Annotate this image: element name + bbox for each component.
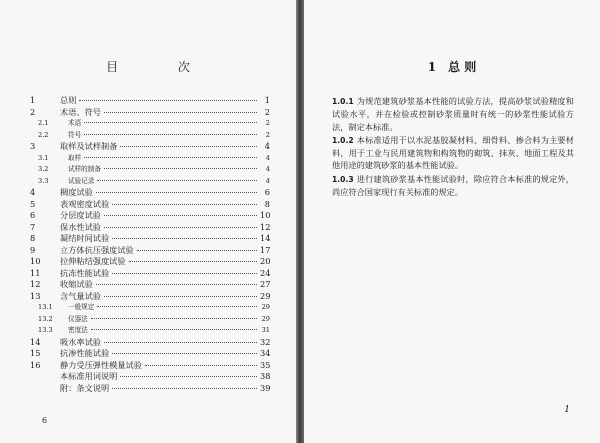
toc-entry	[30, 187, 270, 199]
toc-entry	[30, 279, 270, 291]
toc-entry	[30, 176, 270, 188]
toc-entry-number: 1	[30, 95, 36, 105]
clause-paragraph	[332, 173, 574, 199]
toc-entry-label: 试样的制备	[68, 165, 101, 173]
toc-entry-number: 8	[30, 233, 36, 243]
toc-entry-number: 3.3	[38, 176, 49, 185]
toc-dot-leader	[91, 318, 257, 319]
toc-entry-label: 表观密度试验	[60, 198, 110, 209]
chapter-clauses	[332, 95, 574, 199]
toc-dot-leader	[104, 215, 257, 216]
toc-entry-number: 13.1	[38, 303, 53, 311]
toc-dot-leader	[96, 192, 257, 193]
toc-entry-page: 29	[261, 314, 270, 323]
toc-entry	[30, 233, 270, 245]
toc-entry-label: 术语、符号	[60, 106, 101, 117]
chapter-name: 总 则	[448, 60, 477, 74]
toc-entry	[30, 164, 270, 176]
toc-entry-label: 符号	[68, 130, 82, 139]
toc-entry-label: 稠度试验	[60, 187, 93, 197]
toc-entry-number: 14	[30, 336, 41, 347]
toc-entry-label: 取样及试样制备	[60, 141, 118, 151]
toc-entry-page: 6	[264, 187, 270, 197]
chapter-title	[304, 58, 600, 75]
toc-entry-label: 本标准用词说明	[60, 371, 118, 381]
toc-entry-label: 收缩试验	[60, 279, 93, 289]
toc-dot-leader	[112, 204, 257, 205]
toc-entry-number: 9	[30, 244, 36, 255]
toc-entry-page: 17	[260, 244, 271, 255]
toc-dot-leader	[120, 376, 257, 377]
toc-entry-page: 1	[264, 95, 270, 105]
clause-text: 本标准适用于以水泥基胶凝材料、细骨料、掺合料为主要材料，用于工业与民用建筑物和构筑物的砌筑、抹灰、地面工程及其他用途的建筑砂浆的基本性能试验。	[332, 134, 574, 171]
toc-entry-page: 38	[260, 371, 271, 381]
toc-entry-label: 分层度试验	[60, 210, 101, 220]
toc-entry-label: 术语	[68, 119, 82, 127]
toc-entry-number: 15	[30, 348, 41, 358]
toc-entry-page: 31	[261, 326, 270, 334]
right-page	[304, 0, 600, 443]
toc-entry-label: 一般规定	[68, 303, 95, 311]
toc-entry-number: 7	[30, 221, 36, 232]
toc-entry-page: 24	[260, 267, 271, 278]
toc-entry-number: 3.1	[38, 153, 49, 162]
toc-entry	[30, 360, 270, 372]
toc-entry	[30, 95, 270, 107]
toc-entry-page: 27	[260, 279, 271, 289]
toc-entry-page: 4	[265, 176, 270, 185]
toc-entry	[30, 210, 270, 222]
toc-entry-page: 32	[260, 336, 271, 347]
toc-entry-label: 静力受压弹性模量试验	[60, 359, 142, 370]
toc-entry	[30, 256, 270, 268]
toc-entry-label: 仪器法	[68, 314, 88, 323]
toc-entry	[30, 222, 270, 234]
toc-entry-page: 2	[264, 106, 270, 117]
right-page-number: 1	[564, 405, 570, 415]
clause-number: 1.0.2	[332, 135, 354, 145]
toc-entry-page: 39	[260, 382, 271, 393]
toc-dot-leader	[91, 329, 257, 330]
toc-entry-label: 抗渗性能试验	[60, 348, 110, 358]
toc-entry-number: 10	[30, 256, 41, 266]
toc-entry	[30, 325, 270, 337]
toc-entry-label: 立方体抗压强度试验	[60, 244, 134, 255]
chapter-number: 1	[427, 60, 437, 74]
toc-entry-page: 4	[265, 153, 270, 162]
toc-entry-page: 20	[260, 256, 271, 266]
clause-text: 进行建筑砂浆基本性能试验时，除应符合本标准的规定外，尚应符合国家现行有关标准的规定。	[332, 173, 574, 198]
toc-dot-leader	[104, 342, 257, 343]
toc-entry	[30, 348, 270, 360]
toc-entry-page: 2	[265, 119, 270, 127]
toc-entry	[30, 371, 270, 383]
toc-entry	[30, 118, 270, 130]
toc-entry-number: 13.2	[38, 314, 53, 323]
toc-entry	[30, 245, 270, 257]
toc-entry	[30, 199, 270, 211]
toc-entry	[30, 130, 270, 142]
toc-entry	[30, 141, 270, 153]
toc-dot-leader	[96, 284, 257, 285]
toc-entry-number: 6	[30, 210, 36, 220]
clause-text: 为规范建筑砂浆基本性能的试验方法，提高砂浆试验精度和试验水平，并在检验或控制砂浆质量时有统一的砂浆性能试验方法，制定本标准。	[332, 96, 574, 132]
toc-entry	[30, 383, 270, 395]
toc-dot-leader	[112, 238, 257, 239]
table-of-contents	[30, 95, 270, 394]
toc-title: 目 次	[106, 60, 218, 74]
toc-entry-number: 2	[30, 106, 36, 117]
toc-dot-leader	[112, 273, 257, 274]
toc-entry-page: 10	[260, 210, 271, 220]
toc-dot-leader	[84, 122, 257, 123]
toc-entry-page: 2	[265, 130, 270, 139]
toc-entry-number: 13.3	[38, 326, 53, 334]
left-page	[0, 0, 296, 443]
toc-entry-label: 总则	[60, 95, 77, 105]
book-gutter	[296, 0, 304, 443]
toc-dot-leader	[104, 112, 257, 113]
toc-entry-number: 2.2	[38, 130, 49, 139]
toc-dot-leader	[104, 227, 257, 228]
toc-entry-page: 35	[260, 359, 271, 370]
toc-entry-label: 密度法	[68, 326, 88, 334]
toc-entry-label: 保水性试验	[60, 221, 101, 232]
toc-dot-leader	[97, 306, 257, 307]
toc-entry-number: 12	[30, 279, 41, 289]
toc-entry-page: 34	[260, 348, 271, 358]
toc-entry-page: 29	[261, 303, 270, 311]
toc-entry-number: 2.1	[38, 119, 49, 127]
left-page-number: 6	[42, 416, 48, 425]
clause-number: 1.0.3	[332, 174, 354, 184]
toc-entry	[30, 268, 270, 280]
toc-dot-leader	[104, 168, 257, 169]
toc-dot-leader	[104, 296, 257, 297]
toc-entry	[30, 153, 270, 165]
toc-entry	[30, 302, 270, 314]
toc-entry-page: 12	[260, 221, 271, 232]
toc-entry-label: 试验记录	[68, 176, 95, 185]
toc-entry-number: 11	[30, 267, 41, 278]
toc-entry	[30, 314, 270, 326]
clause-paragraph	[332, 134, 574, 172]
toc-dot-leader	[84, 157, 257, 158]
toc-entry-label: 抗冻性能试验	[60, 267, 110, 278]
toc-entry-label: 拉伸粘结强度试验	[60, 256, 126, 266]
toc-entry-page: 14	[260, 233, 271, 243]
toc-entry-label: 吸水率试验	[60, 336, 101, 347]
toc-entry-number: 4	[30, 187, 36, 197]
toc-dot-leader	[129, 261, 257, 262]
toc-dot-leader	[97, 180, 257, 181]
toc-entry-number: 16	[30, 359, 41, 370]
toc-entry-label: 凝结时间试验	[60, 233, 110, 243]
toc-dot-leader	[79, 100, 257, 101]
toc-entry-label: 附：条文说明	[60, 382, 110, 393]
clause-paragraph	[332, 95, 574, 133]
toc-entry	[30, 107, 270, 119]
toc-entry-number: 13	[30, 290, 41, 301]
toc-dot-leader	[112, 353, 257, 354]
toc-entry-label: 含气量试验	[60, 290, 101, 301]
toc-entry-number: 3.2	[38, 165, 49, 173]
toc-entry-page: 4	[265, 165, 270, 173]
toc-dot-leader	[145, 365, 257, 366]
toc-entry	[30, 337, 270, 349]
clause-number: 1.0.1	[332, 97, 354, 106]
toc-dot-leader	[112, 388, 257, 389]
toc-dot-leader	[84, 134, 257, 135]
toc-entry-page: 29	[260, 290, 271, 301]
toc-entry-label: 取样	[68, 153, 82, 162]
toc-entry-number: 3	[30, 141, 36, 151]
toc-entry-number: 5	[30, 198, 36, 209]
toc-entry-page: 8	[264, 198, 270, 209]
toc-dot-leader	[120, 146, 257, 147]
toc-dot-leader	[137, 250, 257, 251]
toc-entry-page: 4	[264, 141, 270, 151]
toc-entry	[30, 291, 270, 303]
